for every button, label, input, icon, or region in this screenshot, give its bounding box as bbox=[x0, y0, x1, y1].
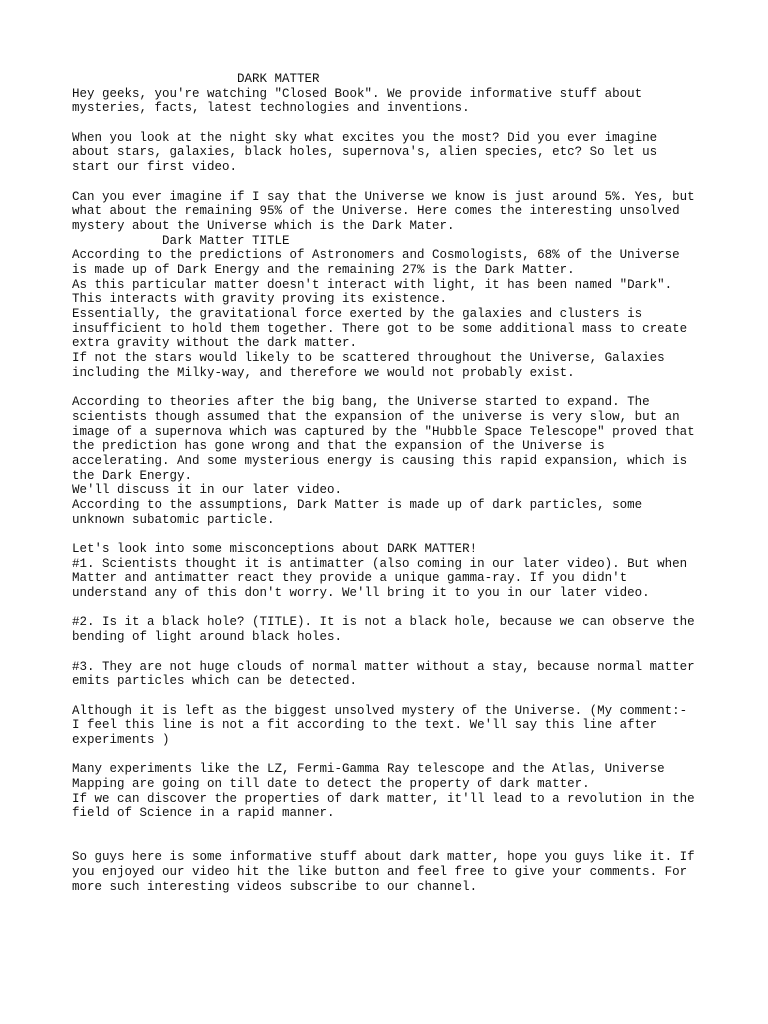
text-line: mysteries, facts, latest technologies and inventions. bbox=[72, 101, 470, 116]
text-line: This interacts with gravity proving its existence. bbox=[72, 292, 448, 307]
text-line: According to the assumptions, Dark Matter is made up of dark particles, some bbox=[72, 497, 643, 512]
text-line: When you look at the night sky what excites you the most? Did you ever imagine bbox=[72, 130, 658, 145]
text-line: the prediction has gone wrong and that the expansion of the Universe is bbox=[72, 439, 605, 454]
text-line: image of a supernova which was captured by the "Hubble Space Telescope" proved that bbox=[72, 424, 695, 439]
text-line: If not the stars would likely to be scattered throughout the Universe, Galaxies bbox=[72, 351, 665, 366]
text-line: emits particles which can be detected. bbox=[72, 674, 358, 689]
text-line: accelerating. And some mysterious energy is causing this rapid expansion, which is bbox=[72, 453, 688, 468]
text-line: Although it is left as the biggest unsolved mystery of the Universe. (My comment:- bbox=[72, 703, 688, 718]
blank-line bbox=[72, 380, 752, 395]
blank-line bbox=[72, 836, 752, 851]
text-line: #2. Is it a black hole? (TITLE). It is not a black hole, because we can observe the bbox=[72, 615, 695, 630]
blank-line bbox=[72, 645, 752, 660]
text-line: As this particular matter doesn't interact with light, it has been named "Dark". bbox=[72, 277, 673, 292]
text-line: including the Milky-way, and therefore we would not probably exist. bbox=[72, 365, 575, 380]
text-line: Dark Matter TITLE bbox=[72, 233, 290, 248]
text-line: extra gravity without the dark matter. bbox=[72, 336, 358, 351]
text-line: Let's look into some misconceptions about DARK MATTER! bbox=[72, 542, 478, 556]
text-line: is made up of Dark Energy and the remaining 27% is the Dark Matter. bbox=[72, 262, 575, 277]
text-line: more such interesting videos subscribe to our channel. bbox=[72, 879, 478, 894]
text-line: So guys here is some informative stuff about dark matter, hope you guys like it. If bbox=[72, 850, 695, 865]
text-line: mystery about the Universe which is the Dark Mater. bbox=[72, 218, 455, 233]
text-line: According to the predictions of Astronomers and Cosmologists, 68% of the Universe bbox=[72, 248, 680, 263]
text-line: the Dark Energy. bbox=[72, 468, 193, 483]
blank-line bbox=[72, 821, 752, 836]
text-line: about stars, galaxies, black holes, supernova's, alien species, etc? So let us bbox=[72, 145, 658, 160]
text-line: #1. Scientists thought it is antimatter (also coming in our later video). But when bbox=[72, 556, 688, 571]
blank-line bbox=[72, 748, 752, 763]
text-line: understand any of this don't worry. We'll bring it to you in our later video. bbox=[72, 586, 650, 601]
text-line: you enjoyed our video hit the like button and feel free to give your comments. For bbox=[72, 865, 688, 880]
text-line: field of Science in a rapid manner. bbox=[72, 806, 335, 821]
text-line: If we can discover the properties of dark matter, it'll lead to a revolution in the bbox=[72, 791, 695, 806]
text-line: We'll discuss it in our later video. bbox=[72, 483, 343, 498]
text-line: Essentially, the gravitational force exerted by the galaxies and clusters is bbox=[72, 307, 643, 321]
text-line: Many experiments like the LZ, Fermi-Gamma Ray telescope and the Atlas, Universe bbox=[72, 762, 665, 777]
text-line: Matter and antimatter react they provide a unique gamma-ray. If you didn't bbox=[72, 571, 628, 586]
text-line: scientists though assumed that the expansion of the universe is very slow, but an bbox=[72, 409, 680, 424]
text-line: Can you ever imagine if I say that the Universe we know is just around 5%. Yes, but bbox=[72, 189, 695, 204]
text-line: I feel this line is not a fit according to the text. We'll say this line after bbox=[72, 718, 658, 733]
text-line: #3. They are not huge clouds of normal matter without a stay, because normal matter bbox=[72, 659, 695, 674]
text-line: Mapping are going on till date to detect the property of dark matter. bbox=[72, 777, 590, 791]
text-line: bending of light around black holes. bbox=[72, 630, 343, 645]
text-line: According to theories after the big bang, the Universe started to expand. The bbox=[72, 395, 650, 410]
blank-line bbox=[72, 689, 752, 704]
text-line: unknown subatomic particle. bbox=[72, 512, 275, 527]
document-title: DARK MATTER bbox=[72, 72, 320, 86]
blank-line bbox=[72, 116, 752, 131]
text-line: insufficient to hold them together. There got to be some additional mass to create bbox=[72, 321, 688, 336]
blank-line bbox=[72, 601, 752, 616]
blank-line bbox=[72, 527, 752, 542]
blank-line bbox=[72, 175, 752, 190]
text-line: experiments ) bbox=[72, 732, 170, 747]
text-line: start our first video. bbox=[72, 160, 238, 175]
text-line: Hey geeks, you're watching "Closed Book". We provide informative stuff about bbox=[72, 86, 643, 101]
document-text bbox=[72, 72, 752, 895]
text-line: what about the remaining 95% of the Universe. Here comes the interesting unsolved bbox=[72, 204, 680, 219]
